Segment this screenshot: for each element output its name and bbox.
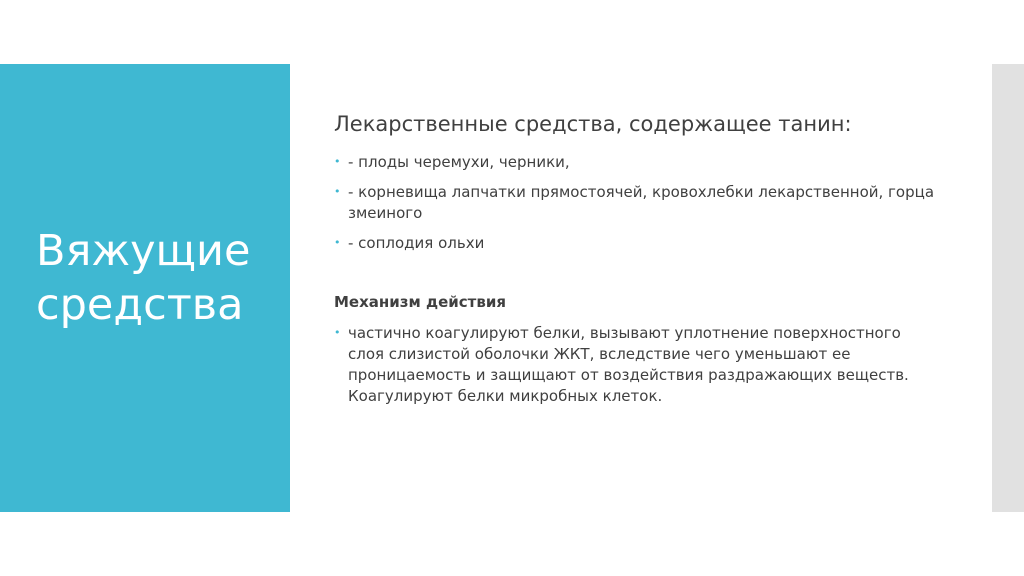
list-item: [334, 182, 954, 224]
tannin-list: [334, 152, 954, 254]
list-item-text: - корневища лапчатки прямостоячей, кровохлебки лекарственной, горца змеиного: [348, 183, 935, 222]
mechanism-list: [334, 323, 954, 407]
list-item: [334, 233, 954, 254]
bullet-icon: •: [334, 236, 341, 249]
list-item: [334, 152, 954, 173]
content-area: [334, 110, 954, 416]
list-item: [334, 323, 954, 407]
list-item-text: частично коагулируют белки, вызывают уплотнение поверхностного слоя слизистой оболочки ЖКТ, вследствие чего уменьшают ее проницаемость и защищают от воздействия раздражающих веществ. Коагулируют белки микробных клеток.: [348, 324, 909, 405]
bullet-icon: •: [334, 326, 341, 339]
bullet-icon: •: [334, 185, 341, 198]
mechanism-heading: Механизм действия: [334, 293, 506, 311]
bullet-icon: •: [334, 155, 341, 168]
scrollbar[interactable]: [992, 64, 1024, 512]
content-heading: Лекарственные средства, содержащее танин:: [334, 112, 852, 136]
slide-title: Вяжущие средства: [36, 226, 251, 330]
list-item-text: - плоды черемухи, черники,: [348, 153, 570, 171]
list-item-text: - соплодия ольхи: [348, 234, 485, 252]
